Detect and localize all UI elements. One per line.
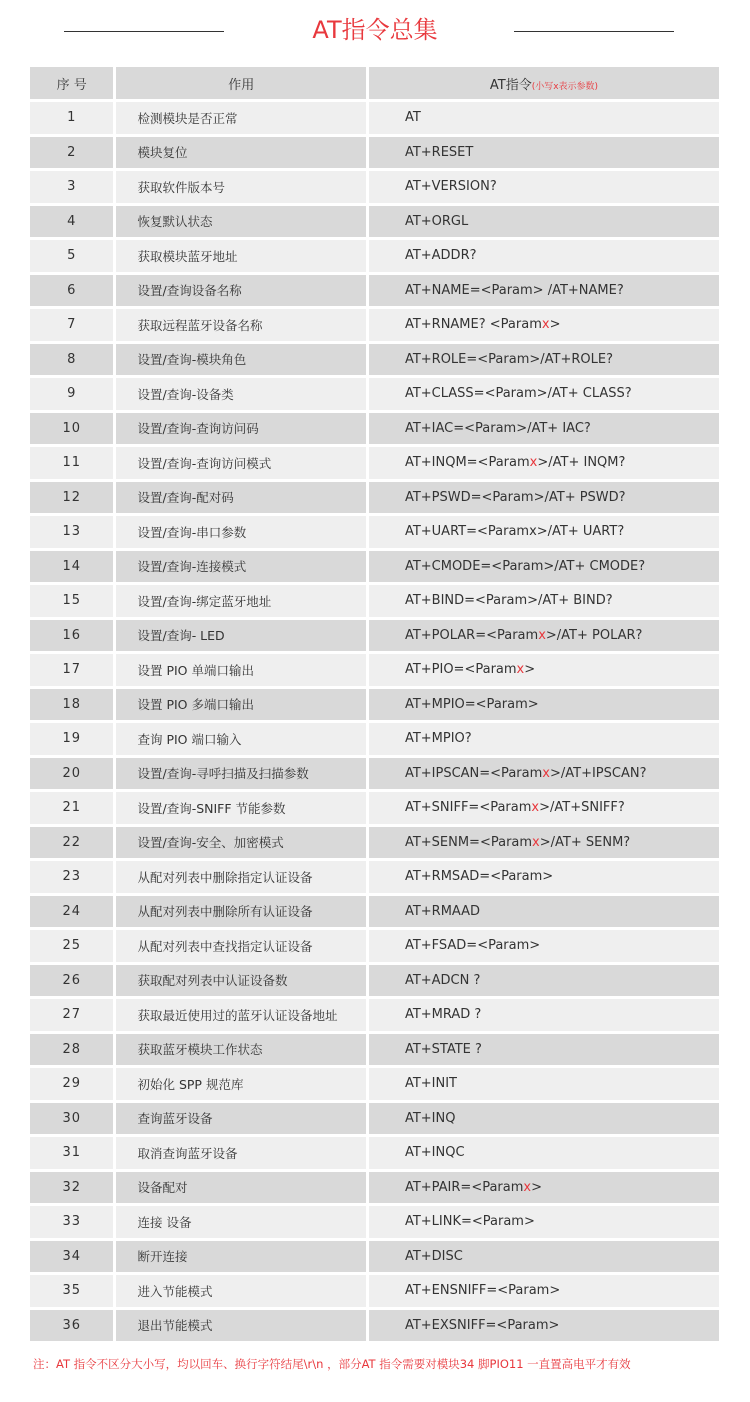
row-function: 连接 设备: [116, 1206, 365, 1238]
row-command: [369, 965, 719, 997]
row-number: 5: [30, 240, 113, 272]
row-number: 16: [30, 620, 113, 652]
row-function: 退出节能模式: [116, 1310, 365, 1342]
row-function: 获取配对列表中认证设备数: [116, 965, 365, 997]
row-command: [369, 827, 719, 859]
row-command: [369, 413, 719, 445]
command-text: AT+MPIO=<Param>: [404, 696, 539, 712]
table-row: [30, 309, 719, 341]
row-command: [369, 930, 719, 962]
row-command: [369, 1068, 719, 1100]
command-text: >/AT+ SENM?: [539, 834, 631, 850]
row-function: 从配对列表中查找指定认证设备: [116, 930, 365, 962]
row-number: 35: [30, 1275, 113, 1307]
row-number: 15: [30, 585, 113, 617]
command-text: AT+PAIR=<Param: [404, 1179, 524, 1195]
title-area: [0, 0, 750, 60]
row-number: 32: [30, 1172, 113, 1204]
table-row: [30, 206, 719, 238]
row-command: [369, 171, 719, 203]
row-command: [369, 102, 719, 134]
command-text: AT+EXSNIFF=<Param>: [404, 1317, 560, 1333]
command-text: AT+LINK=<Param>: [404, 1214, 535, 1230]
row-command: [369, 1310, 719, 1342]
row-function: 初始化 SPP 规范库: [116, 1068, 365, 1100]
table-row: [30, 344, 719, 376]
row-number: 33: [30, 1206, 113, 1238]
row-function: 设置/查询-SNIFF 节能参数: [116, 792, 365, 824]
row-function: 进入节能模式: [116, 1275, 365, 1307]
table-row: [30, 482, 719, 514]
table-row: [30, 1275, 719, 1307]
row-command: [369, 309, 719, 341]
command-text: AT+FSAD=<Param>: [404, 938, 541, 954]
row-number: 28: [30, 1034, 113, 1066]
row-command: [369, 1241, 719, 1273]
table-row: [30, 1137, 719, 1169]
command-text: AT+ADCN ?: [404, 972, 481, 988]
row-function: 获取软件版本号: [116, 171, 365, 203]
row-function: 设置/查询-安全、加密模式: [116, 827, 365, 859]
row-command: [369, 861, 719, 893]
header-command-label: AT指令: [489, 77, 532, 93]
page-title: AT指令总集: [312, 16, 438, 44]
command-text: AT+PSWD=<Param>/AT+ PSWD?: [404, 489, 626, 505]
param-x-marker: x: [542, 765, 550, 781]
row-function: 断开连接: [116, 1241, 365, 1273]
row-function: 获取模块蓝牙地址: [116, 240, 365, 272]
row-command: [369, 240, 719, 272]
row-number: 3: [30, 171, 113, 203]
command-text: AT+ROLE=<Param>/AT+ROLE?: [404, 351, 613, 367]
table-body: [30, 102, 719, 1341]
row-command: [369, 551, 719, 583]
row-command: [369, 792, 719, 824]
row-command: [369, 1206, 719, 1238]
header-number: 序 号: [30, 67, 113, 99]
row-command: [369, 447, 719, 479]
row-command: [369, 585, 719, 617]
table-row: [30, 102, 719, 134]
table-row: [30, 827, 719, 859]
row-function: 取消查询蓝牙设备: [116, 1137, 365, 1169]
param-x-marker: x: [529, 455, 538, 471]
row-number: 6: [30, 275, 113, 307]
command-text: >: [549, 317, 561, 333]
table-row: [30, 620, 719, 652]
table-row: [30, 723, 719, 755]
row-number: 11: [30, 447, 113, 479]
command-text: AT+DISC: [404, 1248, 463, 1264]
command-text: AT+ADDR?: [404, 248, 477, 264]
table-header-row: [30, 67, 719, 99]
command-text: AT+RMAAD: [404, 903, 481, 919]
row-number: 24: [30, 896, 113, 928]
row-function: 恢复默认状态: [116, 206, 365, 238]
command-text: AT+SENM=<Param: [404, 834, 533, 850]
command-text: AT+CLASS=<Param>/AT+ CLASS?: [404, 386, 632, 402]
table-row: [30, 999, 719, 1031]
table-row: [30, 930, 719, 962]
table-row: [30, 378, 719, 410]
row-number: 27: [30, 999, 113, 1031]
row-command: [369, 896, 719, 928]
row-function: 设置/查询设备名称: [116, 275, 365, 307]
row-function: 设置/查询-查询访问模式: [116, 447, 365, 479]
row-function: 设置/查询-模块角色: [116, 344, 365, 376]
table-row: [30, 1172, 719, 1204]
row-function: 查询蓝牙设备: [116, 1103, 365, 1135]
table-row: [30, 516, 719, 548]
param-x-marker: x: [538, 627, 546, 643]
row-function: 获取远程蓝牙设备名称: [116, 309, 365, 341]
command-text: AT+INIT: [404, 1076, 457, 1092]
command-text: AT+INQ: [404, 1110, 456, 1126]
param-x-marker: x: [531, 800, 540, 816]
command-text: AT+STATE ?: [404, 1041, 482, 1057]
row-number: 13: [30, 516, 113, 548]
command-text: AT+NAME=<Param> /AT+NAME?: [404, 282, 624, 298]
command-text: AT+MPIO?: [404, 731, 472, 747]
row-number: 20: [30, 758, 113, 790]
row-number: 19: [30, 723, 113, 755]
table-row: [30, 413, 719, 445]
table-row: [30, 240, 719, 272]
row-function: 从配对列表中删除指定认证设备: [116, 861, 365, 893]
row-number: 31: [30, 1137, 113, 1169]
row-command: [369, 206, 719, 238]
table-row: [30, 965, 719, 997]
row-function: 设置/查询-串口参数: [116, 516, 365, 548]
command-text: AT+CMODE=<Param>/AT+ CMODE?: [404, 558, 646, 574]
row-number: 25: [30, 930, 113, 962]
command-text: >/AT+ POLAR?: [545, 627, 643, 643]
command-text: >/AT+IPSCAN?: [549, 765, 647, 781]
row-number: 29: [30, 1068, 113, 1100]
table-row: [30, 654, 719, 686]
table-row: [30, 275, 719, 307]
command-text: AT+RMSAD=<Param>: [404, 869, 554, 885]
row-command: [369, 999, 719, 1031]
command-text: AT+ENSNIFF=<Param>: [404, 1283, 561, 1299]
table-row: [30, 1310, 719, 1342]
row-number: 30: [30, 1103, 113, 1135]
row-number: 22: [30, 827, 113, 859]
command-text: AT+PIO=<Param: [404, 662, 517, 678]
row-function: 获取蓝牙模块工作状态: [116, 1034, 365, 1066]
table-row: [30, 551, 719, 583]
row-command: [369, 378, 719, 410]
table-row: [30, 1034, 719, 1066]
command-text: AT: [404, 110, 421, 126]
table-row: [30, 1068, 719, 1100]
row-function: 设置/查询-寻呼扫描及扫描参数: [116, 758, 365, 790]
param-x-marker: x: [532, 834, 540, 850]
table-row: [30, 171, 719, 203]
row-command: [369, 344, 719, 376]
row-command: [369, 482, 719, 514]
table-row: [30, 1241, 719, 1273]
row-function: 设置/查询-绑定蓝牙地址: [116, 585, 365, 617]
param-x-marker: x: [523, 1179, 532, 1195]
row-command: [369, 723, 719, 755]
command-text: AT+RNAME? <Param: [404, 317, 542, 333]
row-function: 检测模块是否正常: [116, 102, 365, 134]
param-x-marker: x: [541, 317, 550, 333]
table-row: [30, 1206, 719, 1238]
row-number: 4: [30, 206, 113, 238]
row-number: 21: [30, 792, 113, 824]
at-command-table: [27, 64, 722, 1344]
row-command: [369, 1103, 719, 1135]
command-text: AT+IPSCAN=<Param: [404, 765, 543, 781]
command-text: >: [524, 662, 536, 678]
table-row: [30, 758, 719, 790]
command-text: AT+VERSION?: [404, 179, 497, 195]
header-command: [369, 67, 719, 99]
row-command: [369, 1172, 719, 1204]
row-command: [369, 1275, 719, 1307]
row-number: 9: [30, 378, 113, 410]
command-text: AT+MRAD ?: [404, 1007, 482, 1023]
row-command: [369, 758, 719, 790]
row-command: [369, 516, 719, 548]
row-number: 1: [30, 102, 113, 134]
row-command: [369, 620, 719, 652]
table-row: [30, 689, 719, 721]
table-row: [30, 447, 719, 479]
command-text: AT+ORGL: [404, 213, 469, 229]
command-text: AT+RESET: [404, 144, 474, 160]
table-row: [30, 137, 719, 169]
command-text: >/AT+SNIFF?: [539, 800, 625, 816]
row-function: 设置/查询-配对码: [116, 482, 365, 514]
row-function: 查询 PIO 端口输入: [116, 723, 365, 755]
row-command: [369, 1034, 719, 1066]
row-number: 14: [30, 551, 113, 583]
table-row: [30, 861, 719, 893]
command-text: >/AT+ INQM?: [537, 455, 626, 471]
row-command: [369, 689, 719, 721]
row-number: 8: [30, 344, 113, 376]
row-number: 12: [30, 482, 113, 514]
row-number: 36: [30, 1310, 113, 1342]
row-function: 设置 PIO 多端口输出: [116, 689, 365, 721]
row-command: [369, 275, 719, 307]
row-function: 从配对列表中删除所有认证设备: [116, 896, 365, 928]
command-text: AT+SNIFF=<Param: [404, 800, 532, 816]
row-function: 模块复位: [116, 137, 365, 169]
row-number: 7: [30, 309, 113, 341]
header-command-note: (小写x表示参数): [531, 81, 599, 92]
command-text: AT+BIND=<Param>/AT+ BIND?: [404, 593, 613, 609]
table-row: [30, 792, 719, 824]
row-number: 26: [30, 965, 113, 997]
row-function: 获取最近使用过的蓝牙认证设备地址: [116, 999, 365, 1031]
table-row: [30, 896, 719, 928]
command-text: AT+UART=<Paramx>/AT+ UART?: [404, 524, 625, 540]
row-number: 18: [30, 689, 113, 721]
table-row: [30, 585, 719, 617]
title-divider-right: [514, 31, 674, 32]
row-command: [369, 137, 719, 169]
param-x-marker: x: [516, 662, 525, 678]
row-number: 2: [30, 137, 113, 169]
command-text: AT+INQC: [404, 1145, 465, 1161]
command-text: AT+IAC=<Param>/AT+ IAC?: [404, 420, 591, 436]
row-function: 设置/查询-查询访问码: [116, 413, 365, 445]
row-command: [369, 1137, 719, 1169]
row-function: 设置/查询-设备类: [116, 378, 365, 410]
row-function: 设备配对: [116, 1172, 365, 1204]
row-number: 17: [30, 654, 113, 686]
row-function: 设置/查询- LED: [116, 620, 365, 652]
row-number: 34: [30, 1241, 113, 1273]
row-function: 设置 PIO 单端口输出: [116, 654, 365, 686]
command-text: AT+INQM=<Param: [404, 455, 530, 471]
command-text: AT+POLAR=<Param: [404, 627, 539, 643]
row-function: 设置/查询-连接模式: [116, 551, 365, 583]
command-text: >: [531, 1179, 543, 1195]
row-command: [369, 654, 719, 686]
row-number: 23: [30, 861, 113, 893]
header-function: 作用: [116, 67, 365, 99]
row-number: 10: [30, 413, 113, 445]
table-row: [30, 1103, 719, 1135]
footnote: 注：AT 指令不区分大小写，均以回车、换行字符结尾\r\n ，部分AT 指令需要对模块34 脚PIO11 一直置高电平才有效: [33, 1357, 631, 1371]
